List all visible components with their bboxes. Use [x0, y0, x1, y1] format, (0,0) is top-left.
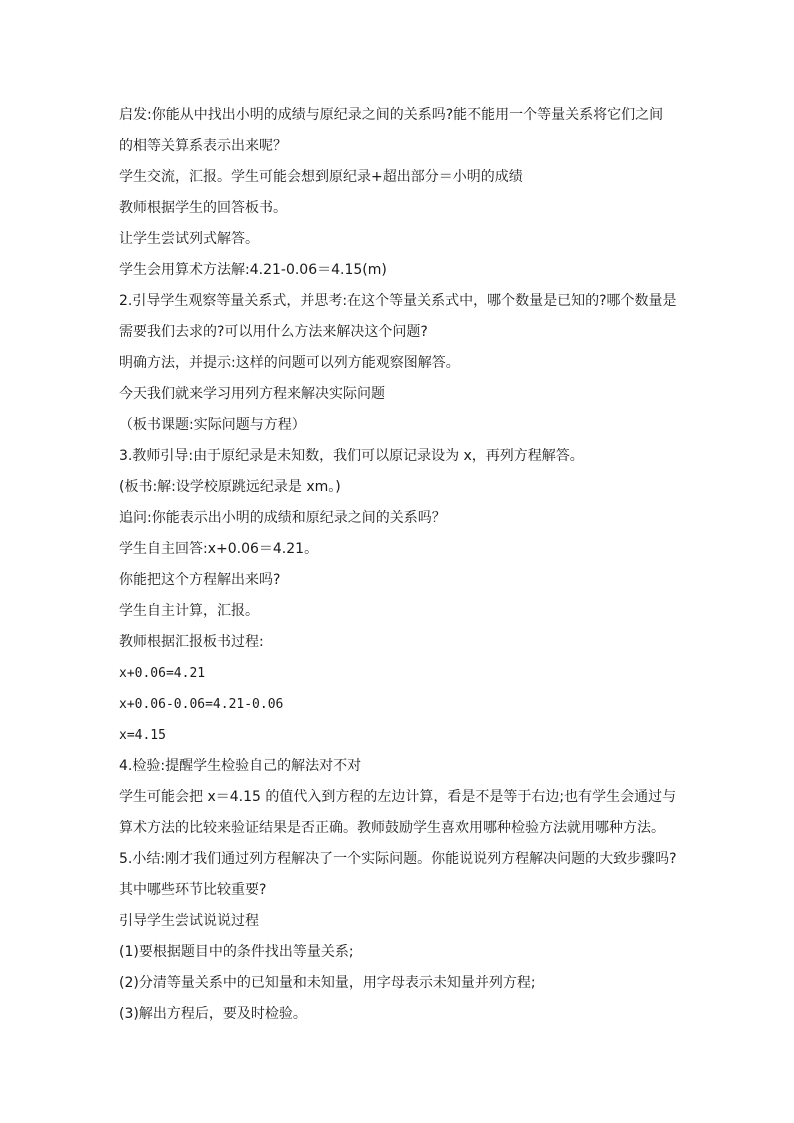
text-line-hint-1: 启发:你能从中找出小明的成绩与原纪录之间的关系吗?能不能用一个等量关系将它们之间 — [119, 107, 664, 123]
text-line-topic: （板书课题:实际问题与方程） — [119, 417, 306, 433]
list-item-2: (2)分清等量关系中的已知量和未知量，用字母表示未知量并列方程; — [119, 975, 536, 991]
text-line-try: 让学生尝试列式解答。 — [119, 231, 259, 247]
text-line-step3: 3.教师引导:由于原纪录是未知数，我们可以原记录设为 x，再列方程解答。 — [119, 448, 584, 464]
text-line-calc: 学生自主计算，汇报。 — [119, 603, 259, 619]
text-line-solve-q: 你能把这个方程解出来吗? — [119, 572, 281, 588]
text-line-check-2: 算术方法的比较来验证结果是否正确。教师鼓励学生喜欢用哪种检验方法就用哪种方法。 — [119, 820, 665, 836]
text-line-step4: 4.检验:提醒学生检验自己的解法对不对 — [119, 758, 362, 774]
equation-line-1: x+0.06=4.21 — [119, 666, 206, 681]
text-line-board: 教师根据学生的回答板书。 — [119, 200, 287, 216]
text-line-step5-1: 5.小结:刚才我们通过列方程解决了一个实际问题。你能说说列方程解决问题的大致步骤吗? — [119, 851, 677, 867]
text-line-board-solve: (板书:解:设学校原跳远纪录是 xm。) — [119, 479, 341, 495]
text-line-guide: 引导学生尝试说说过程 — [119, 913, 259, 929]
text-line-check-1: 学生可能会把 x＝4.15 的值代入到方程的左边计算，看是不是等于右边;也有学生会通过与 — [119, 789, 677, 805]
text-line-hint-2: 的相等关算系表示出来呢？ — [119, 138, 287, 154]
text-line-method: 明确方法，并提示:这样的问题可以列方能观察图解答。 — [119, 355, 460, 371]
text-line-step5-2: 其中哪些环节比较重要? — [119, 882, 267, 898]
text-line-process: 教师根据汇报板书过程: — [119, 634, 264, 650]
equation-line-2: x+0.06-0.06=4.21-0.06 — [119, 697, 284, 712]
text-line-step2-1: 2.引导学生观察等量关系式，并思考:在这个等量关系式中，哪个数量是已知的?哪个数量是 — [119, 293, 677, 309]
text-line-today: 今天我们就来学习用列方程来解决实际问题 — [119, 386, 385, 402]
text-line-step2-2: 需要我们去求的?可以用什么方法来解决这个问题? — [119, 324, 428, 340]
list-item-3: (3)解出方程后，要及时检验。 — [119, 1006, 307, 1022]
list-item-1: (1)要根据题目中的条件找出等量关系; — [119, 944, 354, 960]
equation-line-3: x=4.15 — [119, 728, 166, 743]
document-body — [119, 100, 689, 1030]
text-line-exchange: 学生交流，汇报。学生可能会想到原纪录+超出部分＝小明的成绩 — [119, 169, 523, 185]
text-line-arith: 学生会用算术方法解:4.21-0.06＝4.15(m) — [119, 262, 387, 278]
text-line-answer: 学生自主回答:x+0.06＝4.21。 — [119, 541, 319, 557]
text-line-ask: 追问:你能表示出小明的成绩和原纪录之间的关系吗？ — [119, 510, 446, 526]
